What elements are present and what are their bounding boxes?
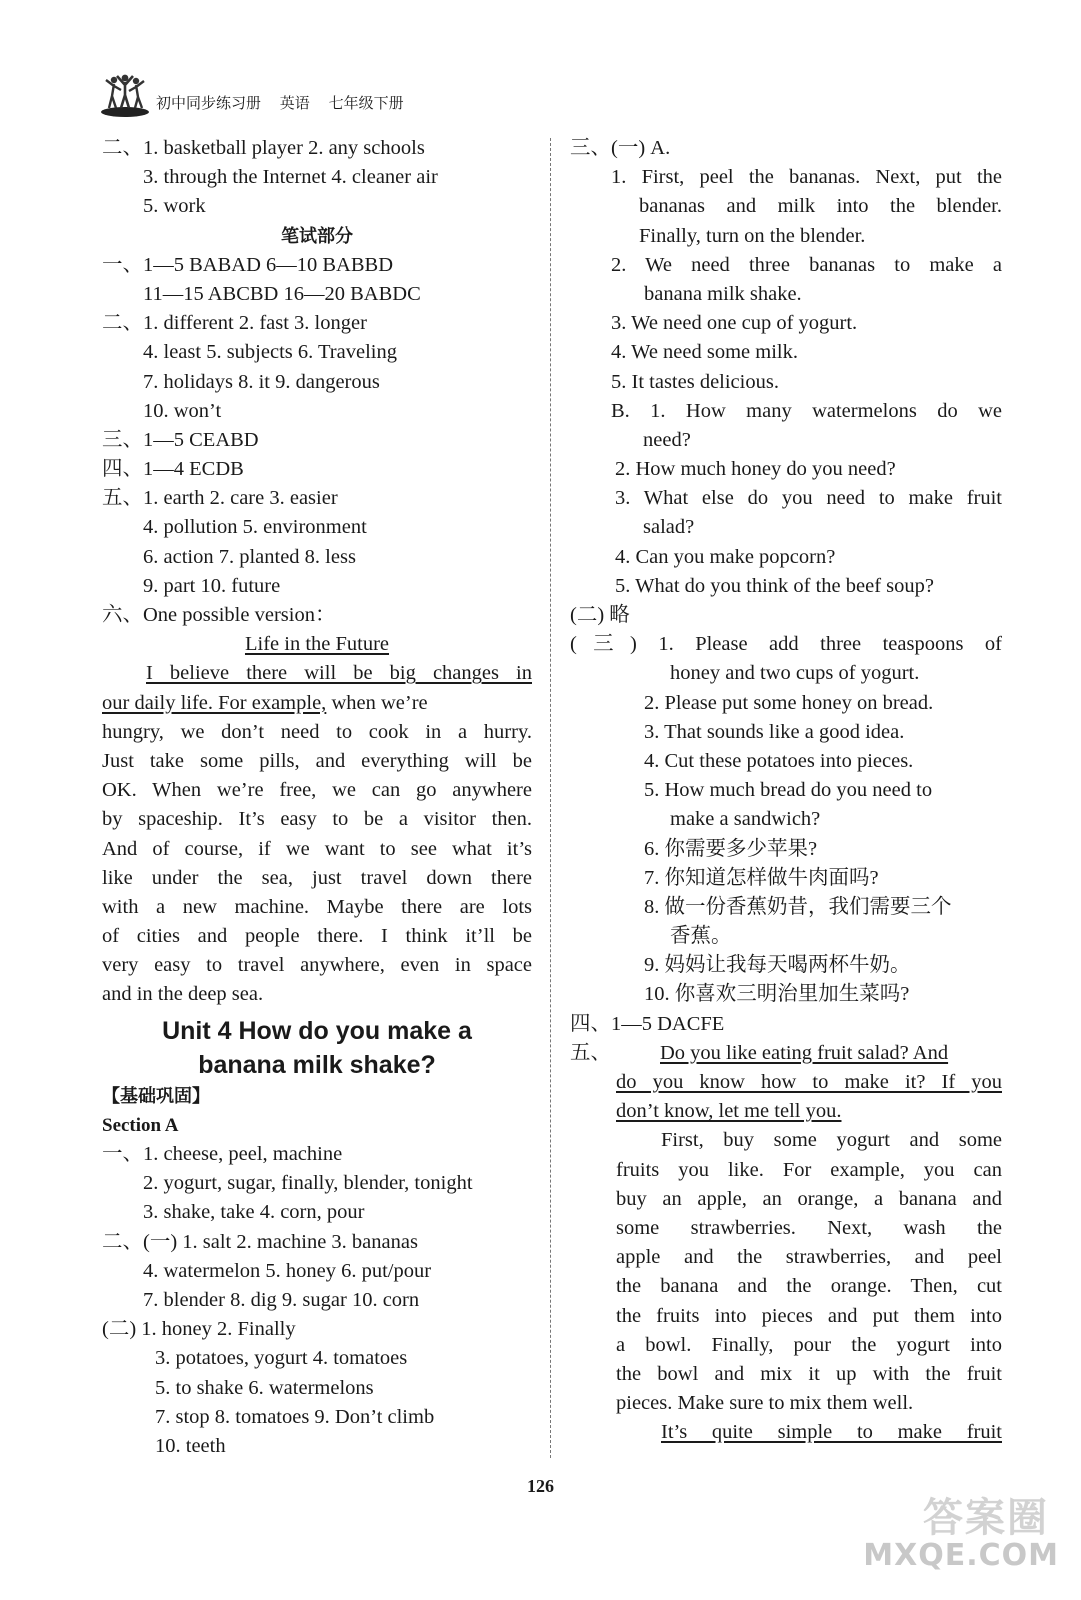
answer-line: salad? [643,516,695,539]
header-title [156,92,418,113]
answer-line: bananas and milk into the blender. [639,195,1002,218]
essay-line: I believe there will be big changes in [146,662,532,685]
answer-line: 一、1. cheese, peel, machine [102,1143,343,1165]
answer-line: 三、(一) A. [570,137,671,159]
answer-line: 四、1—4 ECDB [102,458,244,481]
watermark [859,1486,1059,1586]
essay-line: like under the sea, just travel down there [102,866,532,889]
subject: 英语 [279,94,310,112]
answer-line: (三) 1. Please add three teaspoons of [570,633,1002,656]
essay-underlined-text: Do you like eating fruit salad? And [660,1041,949,1064]
essay-underlined-text: don’t know, let me tell you. [616,1100,842,1123]
essay-underlined-text: our daily life. For example, [102,691,327,714]
essay-line: and in the deep sea. [102,983,264,1006]
essay-line: some strawberries. Next, wash the [616,1216,1002,1239]
answer-line: 7. blender 8. dig 9. sugar 10. corn [143,1288,420,1311]
answer-line: 六、One possible version： [102,604,336,626]
answer-line: 5. It tastes delicious. [611,370,779,393]
essay-line: hungry, we don’t need to cook in a hurry. [102,720,532,743]
answer-line: 8. 做一份香蕉奶昔，我们需要三个 [644,895,952,918]
answer-line: Finally, turn on the blender. [639,224,866,247]
runner-logo-icon [100,72,150,118]
column-divider [550,138,551,1458]
answer-line: 5. How much bread do you need to [644,779,933,802]
essay-title [102,630,532,659]
essay-line: by spaceship. It’s easy to be a visitor then. [102,808,532,831]
left-column [102,134,532,1461]
watermark-url: MXQE.COM [863,1538,1059,1573]
essay-line: buy an apple, an orange, a banana and [616,1187,1002,1210]
question-number: 五、 [570,1041,611,1064]
answer-line: 4. pollution 5. environment [143,516,367,539]
answer-line: 4. watermelon 5. honey 6. put/pour [143,1259,432,1282]
answer-line: 10. won’t [143,399,222,422]
answer-line: (二) 1. honey 2. Finally [102,1318,296,1341]
answer-line: 三、1—5 CEABD [102,428,259,451]
essay-line: a bowl. Finally, pour the yogurt into [616,1333,1002,1356]
grade: 七年级下册 [328,94,404,112]
answer-line: 5. to shake 6. watermelons [155,1376,374,1399]
answer-line: 二、1. different 2. fast 3. longer [102,312,367,335]
answer-line: 7. holidays 8. it 9. dangerous [143,370,380,393]
essay-line: First, buy some yogurt and some [661,1129,1002,1152]
answer-line: 5. work [143,195,206,218]
right-column [570,134,1002,1447]
essay-line: the banana and the orange. Then, cut [616,1275,1002,1298]
essay-line: very easy to travel anywhere, even in space [102,954,532,977]
essay-line: with a new machine. Maybe there are lots [102,895,532,918]
answer-line: 9. part 10. future [143,574,281,597]
answer-line: 五、1. earth 2. care 3. easier [102,487,338,510]
section-label: Section A [102,1114,179,1136]
answer-line: 1. First, peel the bananas. Next, put the [611,166,1002,189]
answer-line: 4. Can you make popcorn? [615,545,836,568]
answer-line: 3. We need one cup of yogurt. [611,312,858,335]
essay-line [570,1097,1002,1126]
answer-line: 2. Please put some honey on bread. [644,691,934,714]
essay-line: the bowl and mix it up with the fruit [616,1362,1002,1385]
essay-line: OK. When we’re free, we can go anywhere [102,779,532,802]
answer-line: 4. We need some milk. [611,341,798,364]
essay-line [570,1039,1002,1068]
essay-line: It’s quite simple to make fruit [661,1421,1002,1444]
answer-line: B. 1. How many watermelons do we [611,399,1002,422]
section-label: 【基础巩固】 [102,1085,210,1107]
answer-line: (二) 略 [570,604,630,626]
page-number: 126 [527,1476,554,1496]
book-title: 初中同步练习册 [156,94,262,112]
essay-line: pieces. Make sure to mix them well. [616,1392,914,1415]
essay-line: do you know how to make it? If you [616,1071,1002,1093]
answer-line: 10. 你喜欢三明治里加生菜吗? [644,983,910,1006]
answer-line: 6. action 7. planted 8. less [143,545,356,568]
answer-line: 一、1—5 BABAD 6—10 BABBD [102,253,394,276]
essay-line [102,689,532,718]
answer-line: 3. through the Internet 4. cleaner air [143,166,438,189]
essay-line: the fruits into pieces and put them into [616,1304,1002,1327]
essay-line: fruits you like. For example, you can [616,1158,1002,1181]
essay-line: apple and the strawberries, and peel [616,1246,1002,1269]
answer-line: 4. Cut these potatoes into pieces. [644,749,914,772]
answer-line: honey and two cups of yogurt. [670,662,920,685]
answer-line: 3. shake, take 4. corn, pour [143,1201,365,1224]
unit-title: Unit 4 How do you make a [162,1016,472,1045]
unit-title-line2: banana milk shake? [198,1050,436,1079]
answer-line: 4. least 5. subjects 6. Traveling [143,341,397,364]
answer-line: make a sandwich? [670,808,821,831]
answer-line: 3. potatoes, yogurt 4. tomatoes [155,1347,408,1370]
answer-line: 2. We need three bananas to make a [611,253,1002,276]
essay-text: when we’re [331,691,428,714]
answer-line: 2. How much honey do you need? [615,458,896,481]
answer-line: 7. 你知道怎样做牛肉面吗? [644,866,879,889]
answer-line: 四、1—5 DACFE [570,1012,725,1035]
answer-line: 7. stop 8. tomatoes 9. Don’t climb [155,1405,435,1428]
answer-line: 6. 你需要多少苹果? [644,837,818,860]
answer-line: 3. What else do you need to make fruit [615,487,1002,510]
section-heading: 笔试部分 [281,225,353,247]
answer-line: 二、1. basketball player 2. any schools [102,137,425,159]
answer-line: 9. 妈妈让我每天喝两杯牛奶。 [644,954,911,977]
watermark-logo-text: 答案圈 [923,1495,1049,1541]
answer-line: 2. yogurt, sugar, finally, blender, tonight [143,1172,473,1195]
essay-line: And of course, if we want to see what it’s [102,837,532,860]
page-header [100,72,540,122]
essay-line: Just take some pills, and everything will be [102,749,532,772]
answer-line: need? [643,428,691,451]
essay-title-text: Life in the Future [244,633,390,656]
answer-line: banana milk shake. [644,282,802,305]
answer-line: 5. What do you think of the beef soup? [615,574,935,597]
answer-line: 3. That sounds like a good idea. [644,720,905,743]
answer-line: 二、(一) 1. salt 2. machine 3. bananas [102,1230,418,1253]
answer-line: 香蕉。 [670,925,732,948]
answer-line: 11—15 ABCBD 16—20 BABDC [143,282,421,305]
essay-line: of cities and people there. I think it’ll be [102,925,532,948]
answer-line: 10. teeth [155,1434,226,1457]
